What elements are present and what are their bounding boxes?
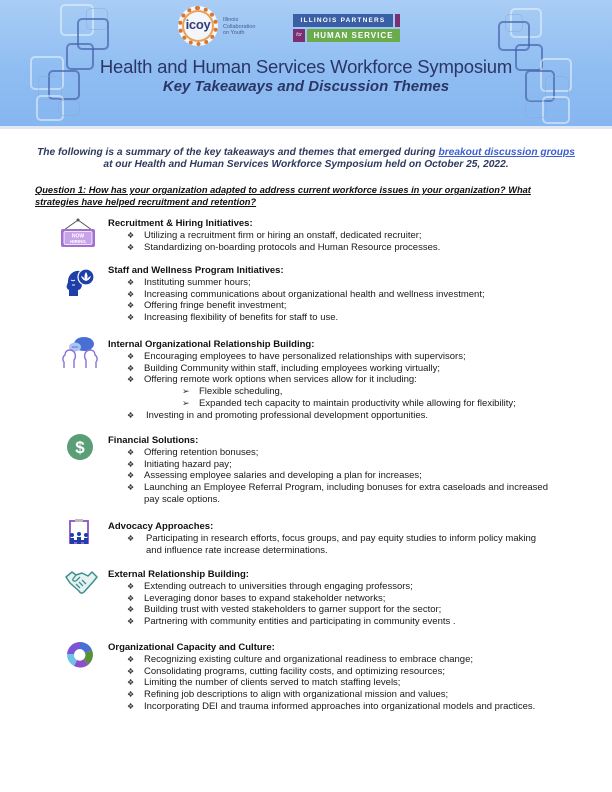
iphs-logo-top: ILLINOIS PARTNERS <box>293 14 393 27</box>
section-list <box>127 351 567 421</box>
diamond-bullet-icon: ❖ <box>127 701 135 711</box>
handshake-icon <box>64 569 104 609</box>
dollar-circle-icon <box>66 433 106 473</box>
list-item: ❖ Extending outreach to universities through engaging professors; <box>127 581 413 592</box>
diamond-bullet-icon: ❖ <box>127 582 135 591</box>
list-item: ❖ Building Community within staff, including employees working virtually; <box>127 362 441 374</box>
icoy-tagline <box>223 17 255 37</box>
diamond-bullet-icon: ❖ <box>127 678 135 688</box>
section-title: Advocacy Approaches: <box>108 521 214 532</box>
diamond-bullet-icon: ❖ <box>127 483 135 493</box>
section-list <box>127 230 567 253</box>
section-title: Recruitment & Hiring Initiatives: <box>108 218 253 229</box>
diamond-bullet-icon: ❖ <box>127 242 135 252</box>
diamond-bullet-icon: ❖ <box>127 278 135 287</box>
decorative-square <box>58 100 80 116</box>
list-item: ❖ Instituting summer hours; <box>127 277 251 288</box>
section-list <box>127 654 567 713</box>
arrow-bullet-icon: ➢ <box>182 397 190 408</box>
list-item: ❖ Utilizing a recruitment firm or hiring an onstaff, dedicated recruiter; <box>127 230 422 241</box>
section-title: External Relationship Building: <box>108 569 249 580</box>
icoy-tagline-line: Illinois <box>223 17 239 23</box>
diamond-bullet-icon: ❖ <box>127 289 135 299</box>
diamond-bullet-icon: ❖ <box>127 666 135 676</box>
list-item: ❖ Leveraging donor bases to expand stakeholder networks; <box>127 592 386 604</box>
list-item: ❖ Offering retention bonuses; <box>127 447 259 458</box>
icoy-tagline-line: on Youth <box>223 30 245 36</box>
list-item: ❖ Offering fringe benefit investment; <box>127 300 287 312</box>
intro-paragraph <box>20 147 592 171</box>
decorative-square <box>525 100 547 118</box>
breakout-groups-link[interactable]: breakout discussion groups <box>438 147 575 158</box>
diamond-bullet-icon: ❖ <box>127 231 135 240</box>
list-item: ❖ Building trust with vested stakeholders to garner support for the sector; <box>127 604 442 616</box>
list-item: ❖ Increasing communications about organizational health and wellness investment; <box>127 288 485 300</box>
list-item: ❖ Investing in and promoting professional development opportunities. <box>127 409 429 421</box>
cycle-ring-icon <box>66 641 106 681</box>
sub-list-item: ➢ Flexible scheduling, <box>182 386 283 398</box>
list-item: ❖ Incorporating DEI and trauma informed approaches into organizational models and practices. <box>127 700 536 712</box>
diamond-bullet-icon: ❖ <box>127 593 135 603</box>
list-item: ❖ Encouraging employees to have personalized relationships with supervisors; <box>127 351 466 362</box>
diamond-bullet-icon: ❖ <box>127 655 135 664</box>
list-item: ❖ Refining job descriptions to align with organizational mission and values; <box>127 689 449 701</box>
iphs-logo <box>293 14 405 44</box>
svg-text:$: $ <box>75 438 85 457</box>
mind-wellness-icon <box>64 268 104 308</box>
icoy-tagline-line: Collaboration <box>223 23 256 30</box>
diamond-bullet-icon: ❖ <box>127 410 135 420</box>
section-title: Financial Solutions: <box>108 435 199 446</box>
list-item: ❖ Assessing employee salaries and developing a plan for increases; <box>127 470 422 482</box>
list-item: ❖ Offering remote work options when services allow for it including: <box>127 374 417 386</box>
page-subtitle: Key Takeaways and Discussion Themes <box>162 78 450 95</box>
list-item: ❖ Consolidating programs, cutting facility costs, and optimizing resources; <box>127 665 445 677</box>
svg-text:NOW: NOW <box>71 233 85 240</box>
question-heading: Question 1: How has your organization adapted to address current workforce issues in your organization? What strategies have helped recruitment and retention? <box>35 185 531 207</box>
iphs-logo-bottom: HUMAN SERVICE <box>307 29 400 42</box>
meeting-board-icon <box>66 517 106 557</box>
diamond-bullet-icon: ❖ <box>127 363 135 373</box>
now-hiring-sign-icon <box>58 218 98 258</box>
diamond-bullet-icon: ❖ <box>127 690 135 700</box>
header-banner <box>0 0 612 128</box>
iphs-logo-for: for <box>293 29 305 42</box>
diamond-bullet-icon: ❖ <box>127 352 135 361</box>
section-list <box>127 533 567 556</box>
diamond-bullet-icon: ❖ <box>127 375 135 385</box>
diamond-bullet-icon: ❖ <box>127 471 135 481</box>
section-list <box>127 277 567 324</box>
people-conversation-icon <box>62 336 102 376</box>
page-title: Health and Human Services Workforce Symposium <box>99 56 513 77</box>
sub-list-item: ➢ Expanded tech capacity to maintain productivity while allowing for flexibility; <box>182 397 516 409</box>
diamond-bullet-icon: ❖ <box>127 617 135 627</box>
list-item: ❖ Participating in research efforts, focus groups, and pay equity studies to inform policy making and influence rate increase determinations. <box>127 533 537 556</box>
section-title: Internal Organizational Relationship Building: <box>108 339 315 350</box>
icoy-logo <box>178 6 278 52</box>
section-list <box>127 581 567 628</box>
diamond-bullet-icon: ❖ <box>127 605 135 615</box>
list-item: ❖ Standardizing on-boarding protocols and Human Resource processes. <box>127 241 441 253</box>
diamond-bullet-icon: ❖ <box>127 313 135 323</box>
list-item: ❖ Increasing flexibility of benefits for staff to use. <box>127 312 339 324</box>
section-title: Organizational Capacity and Culture: <box>108 642 275 653</box>
section-list <box>127 447 567 506</box>
diamond-bullet-icon: ❖ <box>127 448 135 457</box>
intro-text-2: at our Health and Human Services Workforce Symposium held on October 25, 2022. <box>103 159 509 170</box>
svg-text:HIRING: HIRING <box>70 239 86 244</box>
iphs-logo-accent <box>395 14 400 27</box>
diamond-bullet-icon: ❖ <box>127 459 135 469</box>
list-item: ❖ Initiating hazard pay; <box>127 458 232 470</box>
diamond-bullet-icon: ❖ <box>127 534 135 543</box>
diamond-bullet-icon: ❖ <box>127 301 135 311</box>
intro-text: The following is a summary of the key takeaways and themes that emerged during <box>37 147 439 158</box>
banner-divider <box>0 126 612 129</box>
list-item: ❖ Partnering with community entities and participating in community events . <box>127 616 456 628</box>
arrow-bullet-icon: ➢ <box>182 386 190 397</box>
section-title: Staff and Wellness Program Initiatives: <box>108 265 284 276</box>
icoy-wordmark: icoy <box>185 17 211 32</box>
list-item: ❖ Launching an Employee Referral Program, including bonuses for extra caseloads and increased pay scale options. <box>127 482 548 505</box>
list-item: ❖ Recognizing existing culture and organizational readiness to embrace change; <box>127 654 474 665</box>
list-item: ❖ Limiting the number of clients served to match staffing levels; <box>127 677 401 689</box>
